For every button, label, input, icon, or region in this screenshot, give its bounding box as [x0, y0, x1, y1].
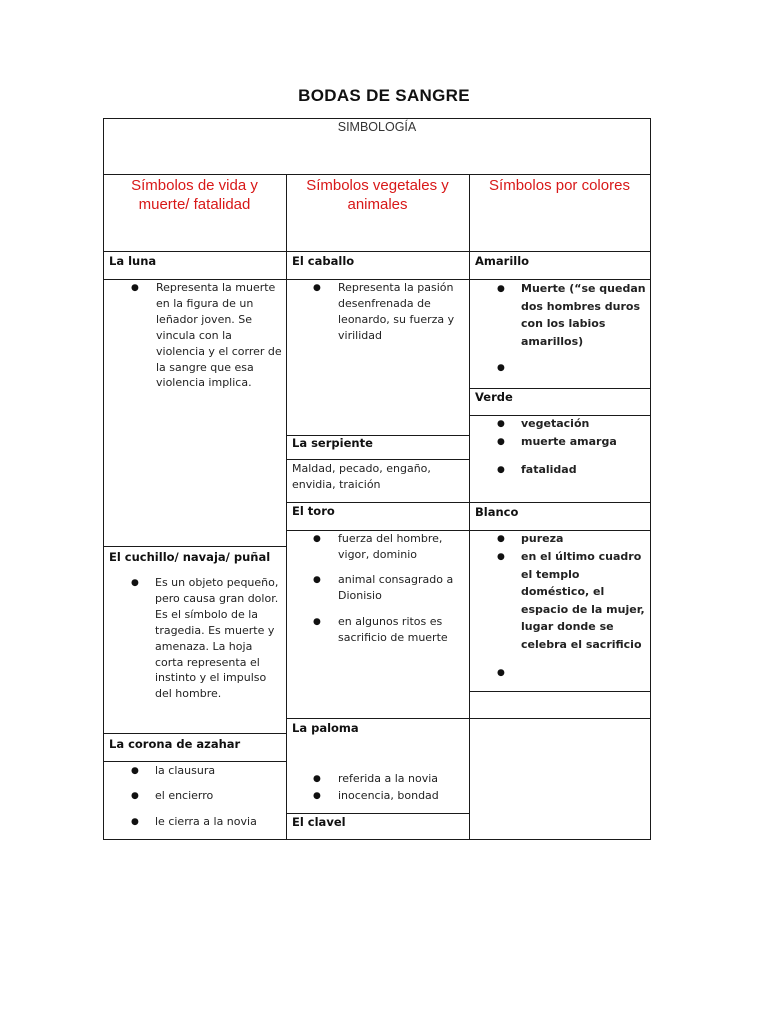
- table-border-left: [103, 118, 104, 840]
- row-divider: [286, 813, 469, 814]
- label-la-paloma: La paloma: [292, 721, 359, 735]
- column-divider: [469, 174, 470, 840]
- row-divider: [469, 388, 651, 389]
- list-item: inocencia, bondad: [338, 789, 439, 802]
- bullet-icon: ●: [313, 283, 321, 293]
- list-item: vegetación: [521, 417, 590, 430]
- blanco-description: en el último cuadro el templo doméstico, el espacio de la mujer, lugar donde se celebra el sacrificio: [521, 550, 645, 651]
- bullet-icon: ●: [497, 437, 505, 447]
- bullet-icon: ●: [313, 791, 321, 801]
- list-item: en algunos ritos es sacrificio de muerte: [338, 615, 448, 644]
- amarillo-description: Muerte (“se quedan dos hombres duros con los labios amarillos): [521, 282, 646, 348]
- row-divider: [103, 174, 651, 175]
- cuchillo-description: Es un objeto pequeño, pero causa gran dolor. Es el símbolo de la tragedia. Es muerte y amenaza. La hoja corta representa el instinto y el impulso del hombre.: [155, 576, 279, 701]
- bullet-icon: ●: [497, 534, 505, 544]
- list-item: la clausura: [155, 764, 216, 777]
- label-corona-de-azahar: La corona de azahar: [109, 737, 241, 751]
- label-amarillo: Amarillo: [475, 254, 530, 268]
- column-divider: [286, 174, 287, 840]
- row-divider: [103, 733, 286, 734]
- bullet-icon: ●: [313, 534, 321, 544]
- bullet-icon: ●: [313, 575, 321, 585]
- list-item: referida a la novia: [338, 772, 439, 785]
- list-item: fatalidad: [521, 463, 577, 476]
- list-item: animal consagrado a Dionisio: [338, 573, 454, 602]
- table-caption: SIMBOLOGÍA: [337, 120, 417, 134]
- label-el-clavel: El clavel: [292, 815, 346, 829]
- label-blanco: Blanco: [475, 505, 519, 519]
- header-life-death: Símbolos de vida y muerte/ fatalidad: [131, 177, 258, 213]
- table-border-bottom: [103, 839, 651, 840]
- serpiente-description: Maldad, pecado, engaño, envidia, traición: [292, 462, 431, 491]
- bullet-icon: ●: [313, 774, 321, 784]
- row-divider: [286, 459, 469, 460]
- list-item: el encierro: [155, 789, 214, 802]
- bullet-icon: ●: [497, 668, 505, 678]
- luna-description: Representa la muerte en la figura de un leñador joven. Se vincula con la violencia y el correr de la sangre que esa violencia implica.: [156, 281, 282, 390]
- label-el-cuchillo: El cuchillo/ navaja/ puñal: [109, 550, 271, 564]
- header-colors: Símbolos por colores: [489, 177, 630, 194]
- header-plants-animals: Símbolos vegetales y animales: [306, 177, 449, 213]
- bullet-icon: ●: [131, 578, 139, 588]
- label-la-serpiente: La serpiente: [292, 436, 373, 450]
- row-divider: [469, 691, 651, 692]
- table-border-right: [650, 118, 651, 840]
- page-title: BODAS DE SANGRE: [298, 86, 470, 105]
- bullet-icon: ●: [131, 766, 139, 776]
- table-border-top: [103, 118, 651, 119]
- list-item: pureza: [521, 532, 564, 545]
- bullet-icon: ●: [131, 791, 139, 801]
- bullet-icon: ●: [497, 419, 505, 429]
- bullet-icon: ●: [497, 284, 505, 294]
- label-el-caballo: El caballo: [292, 254, 355, 268]
- bullet-icon: ●: [497, 363, 505, 373]
- row-divider: [103, 546, 286, 547]
- list-item: muerte amarga: [521, 435, 617, 448]
- label-verde: Verde: [475, 390, 513, 404]
- label-el-toro: El toro: [292, 504, 335, 518]
- bullet-icon: ●: [497, 465, 505, 475]
- list-item: fuerza del hombre, vigor, dominio: [338, 532, 443, 561]
- bullet-icon: ●: [313, 617, 321, 627]
- row-divider: [103, 251, 651, 252]
- bullet-icon: ●: [131, 283, 139, 293]
- row-divider: [103, 761, 286, 762]
- caballo-description: Representa la pasión desenfrenada de leonardo, su fuerza y virilidad: [338, 281, 455, 342]
- bullet-icon: ●: [131, 817, 139, 827]
- label-la-luna: La luna: [109, 254, 157, 268]
- list-item: le cierra a la novia: [155, 815, 257, 828]
- bullet-icon: ●: [497, 552, 505, 562]
